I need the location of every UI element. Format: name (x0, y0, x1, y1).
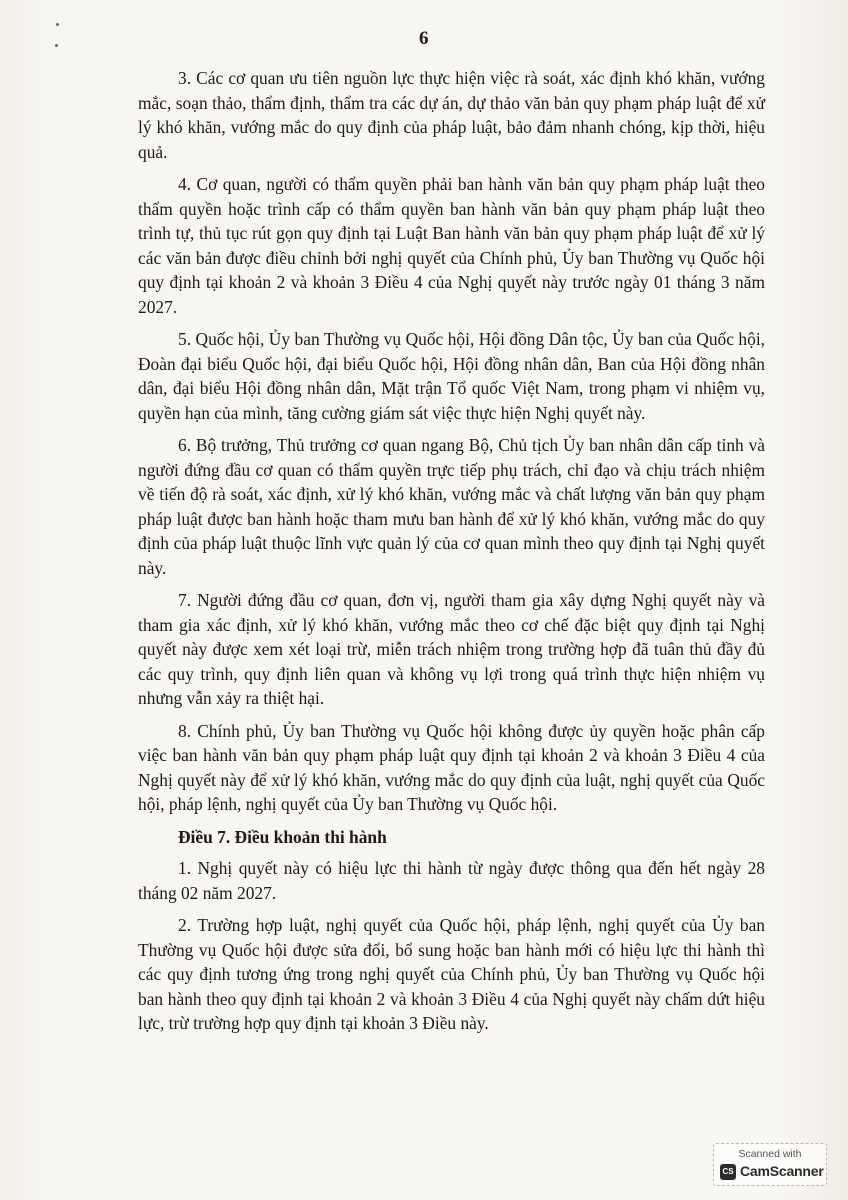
article-clause-2: 2. Trường hợp luật, nghị quyết của Quốc hội, pháp lệnh, nghị quyết của Ủy ban Thường vụ Quốc hội được sửa đổi, bổ sung hoặc ban hành mới có hiệu lực thi hành thì các quy định tương ứng trong nghị quyết của Chính phủ, Ủy ban Thường vụ Quốc hội ban hành theo quy định tại khoản 2 và khoản 3 Điều 4 của Nghị quyết này chấm dứt hiệu lực, trừ trường hợp quy định tại khoản 3 Điều này. (138, 915, 765, 1033)
camscanner-watermark (713, 1143, 827, 1186)
clause-4: 4. Cơ quan, người có thẩm quyền phải ban hành văn bản quy phạm pháp luật theo thẩm quyền hoặc trình cấp có thẩm quyền ban hành văn bản quy phạm pháp luật theo trình tự, thủ tục rút gọn quy định tại Luật Ban hành văn bản quy phạm pháp luật để xử lý các văn bản được điều chỉnh bởi nghị quyết của Chính phủ, Ủy ban Thường vụ Quốc hội quy định tại khoản 2 và khoản 3 Điều 4 của Nghị quyết này trước ngày 01 tháng 3 năm 2027. (138, 174, 765, 317)
scan-speck (56, 23, 59, 26)
camscanner-logo-icon: CS (720, 1164, 736, 1180)
article-clause-1: 1. Nghị quyết này có hiệu lực thi hành từ ngày được thông qua đến hết ngày 28 tháng 02 năm 2027. (138, 858, 765, 903)
page-number: 6 (419, 28, 429, 49)
article-heading: Điều 7. Điều khoản thi hành (178, 826, 387, 847)
document-body (138, 66, 765, 1044)
clause-3: 3. Các cơ quan ưu tiên nguồn lực thực hiện việc rà soát, xác định khó khăn, vướng mắc, soạn thảo, thẩm định, thẩm tra các dự án, dự thảo văn bản quy phạm pháp luật để xử lý khó khăn, vướng mắc do quy định của pháp luật, bảo đảm nhanh chóng, kịp thời, hiệu quả. (138, 68, 765, 162)
clause-5: 5. Quốc hội, Ủy ban Thường vụ Quốc hội, Hội đồng Dân tộc, Ủy ban của Quốc hội, Đoàn đại biểu Quốc hội, đại biểu Quốc hội, Hội đồng nhân dân, Ban của Hội đồng nhân dân, đại biểu Hội đồng nhân dân, Mặt trận Tổ quốc Việt Nam, trong phạm vi nhiệm vụ, quyền hạn của mình, tăng cường giám sát việc thực hiện Nghị quyết này. (138, 329, 765, 423)
clause-6: 6. Bộ trưởng, Thủ trưởng cơ quan ngang Bộ, Chủ tịch Ủy ban nhân dân cấp tỉnh và người đứng đầu cơ quan có thẩm quyền trực tiếp phụ trách, chỉ đạo và chịu trách nhiệm về tiến độ rà soát, xác định, xử lý khó khăn, vướng mắc và chất lượng văn bản quy phạm pháp luật được ban hành hoặc tham mưu ban hành để xử lý khó khăn, vướng mắc do quy định của pháp luật thuộc lĩnh vực quản lý của cơ quan mình theo quy định tại Nghị quyết này. (138, 435, 765, 578)
scanned-with-label: Scanned with (738, 1148, 802, 1160)
camscanner-brand: CamScanner (740, 1163, 824, 1179)
clause-7: 7. Người đứng đầu cơ quan, đơn vị, người tham gia xây dựng Nghị quyết này và tham gia xác định, xử lý khó khăn, vướng mắc theo cơ chế đặc biệt quy định tại Nghị quyết này được xem xét loại trừ, miễn trách nhiệm trong trường hợp đã tuân thủ đầy đủ các quy trình, quy định liên quan và không vụ lợi trong quá trình thực hiện nhiệm vụ nhưng vẫn xảy ra thiệt hại. (138, 590, 765, 708)
clause-8: 8. Chính phủ, Ủy ban Thường vụ Quốc hội không được ủy quyền hoặc phân cấp việc ban hành văn bản quy phạm pháp luật quy định tại khoản 2 và khoản 3 Điều 4 của Nghị quyết này để xử lý khó khăn, vướng mắc do quy định của luật, nghị quyết của Quốc hội, pháp lệnh, nghị quyết của Ủy ban Thường vụ Quốc hội. (138, 720, 765, 814)
